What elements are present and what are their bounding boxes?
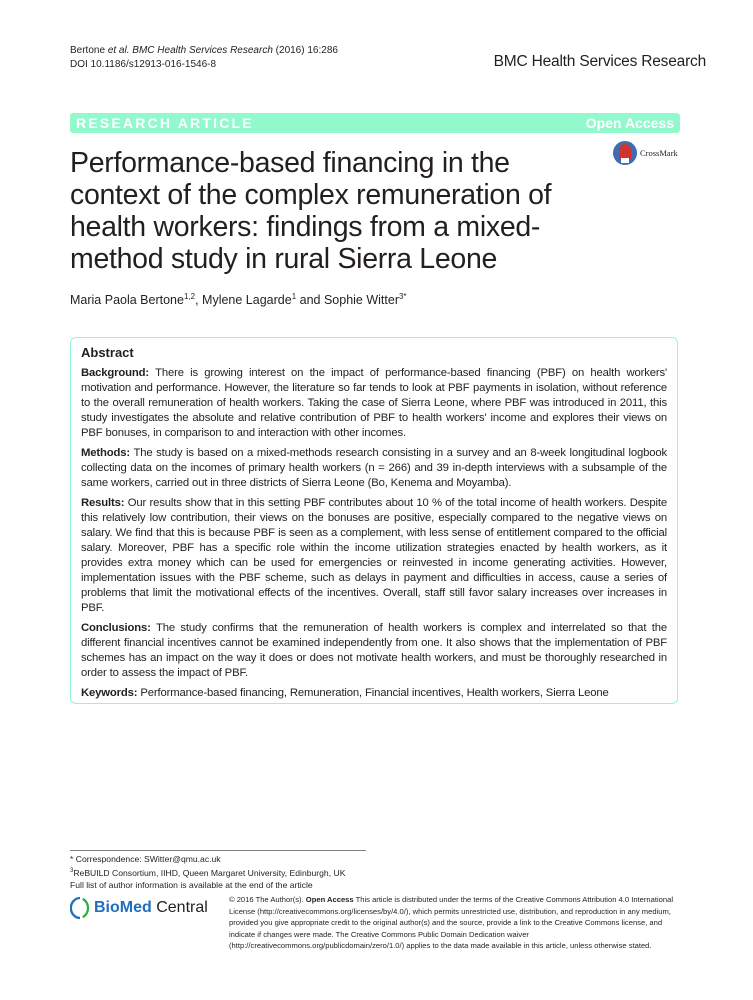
running-head [70,44,338,72]
license-text: © 2016 The Author(s). Open Access This article is distributed under the terms of the Creative Commons Attribution 4.0 International License (http://creativecommons.org/licenses/by/4.0/), which permits unrestricted use, distribution, and reproduction in any medium, provided you give appropriate credit to the original author(s) and the source, provide a link to the Creative Commons license, and indicate if changes were made. The Creative Commons Public Domain Dedication waiver (http://creativecommons.org/publicdomain/zero/1.0/) applies to the data made available in this article, unless otherwise stated. [229,895,674,950]
abstract-keywords: Keywords: Performance-based financing, Remuneration, Financial incentives, Health workers, Sierra Leone [81,687,609,699]
crossmark-label: CrossMark [640,148,678,158]
biomed-central-logo: BioMed Central [70,896,208,920]
abstract-background: Background: There is growing interest on the impact of performance-based financing (PBF) on health workers' motivation and performance. However, the literature so far tends to look at PBF payments in isolation, without reference to the overall remuneration of health workers. Taking the case of Sierra Leone, where PBF was introduced in 2011, this study investigates the absolute and relative contribution of PBF to health workers' income and explores their views on PBF bonuses, in comparison to and interaction with other incomes. [81,367,667,439]
crossmark-icon [613,141,637,165]
crossmark-button[interactable] [613,141,678,165]
abstract-heading: Abstract [81,345,134,360]
abstract-box [70,337,678,704]
article-type-banner [70,113,680,133]
biomed-ring-icon [70,896,90,920]
running-etal: et al. [107,45,130,56]
doi[interactable]: DOI 10.1186/s12913-016-1546-8 [70,59,217,70]
author-2[interactable]: Mylene Lagarde$^1$ [202,292,297,308]
author-1[interactable]: Maria Paola Bertone$^{1,2}$ [70,292,196,308]
article-title: Performance-based financing in the context of the complex remuneration of health workers: findings from a mixed-method study in rural Sierra Leone [70,147,552,275]
footnote-divider [70,850,366,851]
running-authors: Bertone [70,45,106,56]
citation-line [70,44,338,58]
author-info-note: Full list of author information is available at the end of the article [70,879,313,890]
affiliation: $^3$ReBUILD Consortium, IIHD, Queen Margaret University, Edinburgh, UK [70,867,346,878]
abstract-methods: Methods: The study is based on a mixed-methods research consisting in a survey and an 8-week longitudinal logbook collecting data on the incomes of primary health workers (n = 266) and 39 in-depth interviews with a subsample of the same workers, carried out in three districts of Sierra Leone (Bo, Kenema and Moyamba). [81,447,667,489]
running-citation: (2016) 16:286 [275,45,338,56]
article-type: RESEARCH ARTICLE [76,115,254,131]
author-list: Maria Paola Bertone$^{1,2}$, Mylene Lagarde$^1$ and Sophie Witter$^{3*}$ [70,292,407,308]
footnotes [70,853,345,891]
abstract-results: Results: Our results show that in this setting PBF contributes about 10 % of the total income of health workers. Despite this relatively low contribution, their views on the bonuses are positive, especially compared to the negative views on salary. We find that this is because PBF is seen as a complement, with less sense of entitlement compared to the official salary. Moreover, PBF has a specific role within the income utilization strategies enacted by health workers, as it provides extra money which can be used for emergencies or reinvested in income generating activities. However, implementation issues with the PBF scheme, such as delays in payment and difficulties in access, cause a series of problems that limit the motivational effects of the incentives. Overall, staff still favor salary increases over increases in PBF. [81,497,667,614]
open-access-label: Open Access [585,115,674,131]
author-3[interactable]: Sophie Witter$^{3*}$ [323,292,407,308]
journal-name: BMC Health Services Research [493,53,706,70]
running-journal: BMC Health Services Research [132,45,273,56]
abstract-conclusions: Conclusions: The study confirms that the remuneration of health workers is complex and interrelated so that the different financial incentives cannot be examined independently from one. It also shows that the implementation of PBF schemes has an impact on the way it does or does not motivate health workers, and must be thoroughly researched in order to assess the impact of PBF. [81,622,667,679]
correspondence[interactable]: * Correspondence: SWitter@qmu.ac.uk [70,854,221,864]
